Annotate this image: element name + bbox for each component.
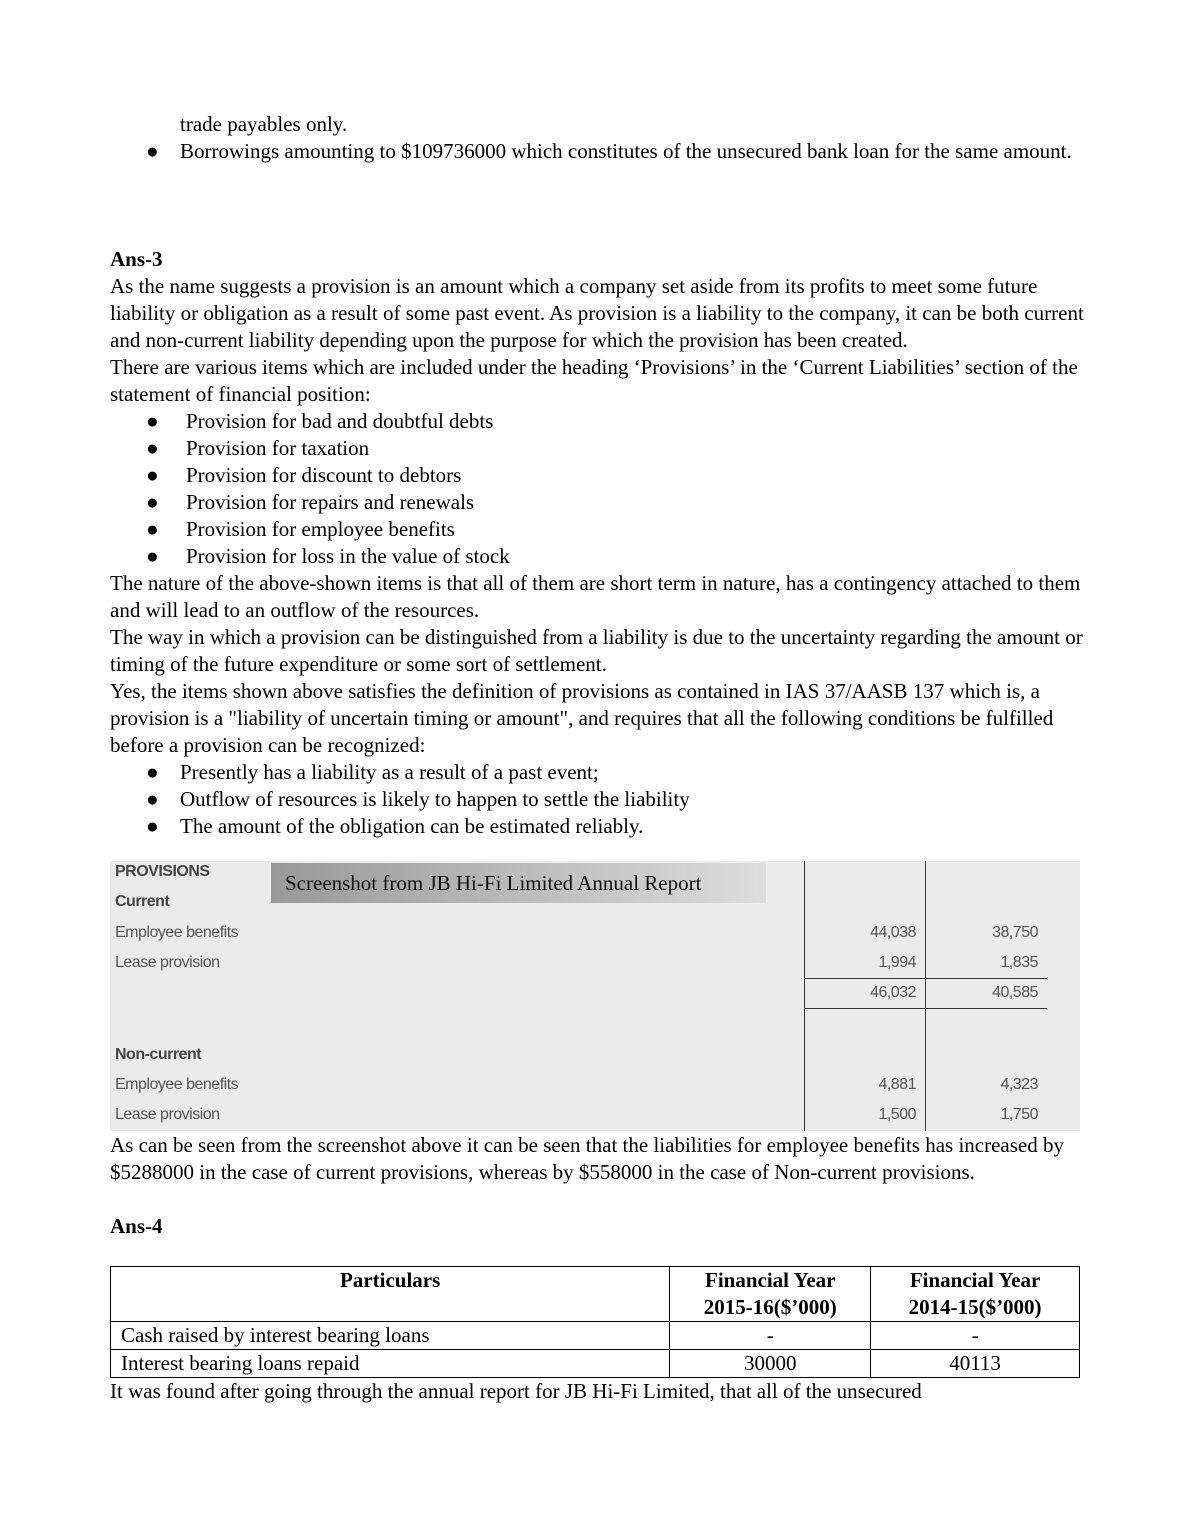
conditions-list [110,759,1085,840]
loans-table [110,1266,1080,1378]
header-particulars: Particulars [111,1267,670,1322]
provisions-title: PROVISIONS [115,863,210,880]
total-2015: 40,585 [992,984,1038,1001]
paragraph: As can be seen from the screenshot above it can be seen that the liabilities for employee benefits has increased by $5288000 in the case of current provisions, whereas by $558000 in the case of Non-current provisions. [110,1133,1064,1184]
list-item-text: The amount of the obligation can be estimated reliably. [180,814,644,838]
cell-particular: Cash raised by interest bearing loans [111,1322,670,1350]
list-item [110,462,1085,489]
list-item-text: Provision for bad and doubtful debts [186,409,494,433]
ans3-heading: Ans-3 [110,247,163,271]
cell-fy2016: 30000 [670,1350,871,1378]
total-2016: 46,032 [870,984,916,1001]
column-divider [925,861,926,1131]
bullet-icon: ● [146,517,159,541]
paragraph: It was found after going through the annual report for JB Hi-Fi Limited, that all of the unsecured [110,1379,922,1403]
row-label: Lease provision [115,954,220,971]
list-item [110,516,1085,543]
table-row [111,1350,1080,1378]
table-header-row [111,1267,1080,1322]
current-heading: Current [115,893,170,910]
bullet-icon: ● [146,787,159,811]
row-label: Lease provision [115,1106,220,1123]
header-fy2015: Financial Year 2014-15($’000) [871,1267,1080,1322]
bullet-icon: ● [146,814,159,838]
list-item-text: Provision for taxation [186,436,370,460]
value-2015: 1,835 [1000,954,1038,971]
cell-particular: Interest bearing loans repaid [111,1350,670,1378]
value-2015: 38,750 [992,924,1038,941]
bullet-icon: ● [146,490,159,514]
provisions-list [110,408,1085,570]
intro-section [110,111,1085,165]
ans3-section [110,246,1085,840]
list-item [110,759,1085,786]
bullet-icon: ● [146,760,159,784]
list-item [110,408,1085,435]
header-fy2016: Financial Year 2015-16($’000) [670,1267,871,1322]
list-item [110,435,1085,462]
list-item-text: Provision for discount to debtors [186,463,462,487]
value-2016: 1,994 [878,954,916,971]
list-item [110,543,1085,570]
value-2016: 44,038 [870,924,916,941]
column-divider [804,861,805,1131]
borrowings-list [110,138,1085,165]
list-item [110,489,1085,516]
annual-report-screenshot [110,861,1080,1131]
after-screenshot-section [110,1132,1085,1240]
value-2015: 1,750 [1000,1106,1038,1123]
ans4-heading: Ans-4 [110,1214,163,1238]
cell-fy2015: - [871,1322,1080,1350]
bullet-icon: ● [146,544,159,568]
list-item-text: Outflow of resources is likely to happen to settle the liability [180,787,690,811]
list-item [110,786,1085,813]
paragraph: Yes, the items shown above satisfies the definition of provisions as contained in IAS 37/AASB 137 which is, a provision is a "liability of uncertain timing or amount", and requires that all the following conditions be fulfilled before a provision can be recognized: [110,679,1054,757]
paragraph: The nature of the above-shown items is that all of them are short term in nature, has a contingency attached to them and will lead to an outflow of the resources. [110,571,1081,622]
list-item [110,813,1085,840]
bullet-icon: ● [146,436,159,460]
bullet-icon: ● [146,463,159,487]
cell-fy2015: 40113 [871,1350,1080,1378]
bullet-icon: ● [146,409,159,433]
value-2016: 4,881 [878,1076,916,1093]
noncurrent-heading: Non-current [115,1046,202,1063]
continuation-text: trade payables only. [180,112,348,136]
list-item-text: Provision for employee benefits [186,517,455,541]
subtotal-line [804,978,1047,979]
cell-fy2016: - [670,1322,871,1350]
list-item-text: Provision for loss in the value of stock [186,544,510,568]
paragraph: The way in which a provision can be distinguished from a liability is due to the uncertainty regarding the amount or timing of the future expenditure or some sort of settlement. [110,625,1083,676]
table-row [111,1322,1080,1350]
list-item-text: Presently has a liability as a result of a past event; [180,760,599,784]
value-2015: 4,323 [1000,1076,1038,1093]
row-label: Employee benefits [115,1076,239,1093]
screenshot-caption: Screenshot from JB Hi-Fi Limited Annual Report [271,863,766,903]
value-2016: 1,500 [878,1106,916,1123]
paragraph: There are various items which are included under the heading ‘Provisions’ in the ‘Current Liabilities’ section of the statement of financial position: [110,355,1078,406]
list-item-text: Provision for repairs and renewals [186,490,475,514]
list-item-text: Borrowings amounting to $109736000 which constitutes of the unsecured bank loan for the same amount. [180,139,1072,163]
paragraph: As the name suggests a provision is an amount which a company set aside from its profits to meet some future liability or obligation as a result of some past event. As provision is a liability to the company, it can be both current and non-current liability depending upon the purpose for which the provision has been created. [110,274,1084,352]
bullet-icon: ● [146,139,159,163]
total-line [804,1008,1047,1009]
list-item [110,138,1085,165]
ans4-text [110,1378,1085,1405]
row-label: Employee benefits [115,924,239,941]
